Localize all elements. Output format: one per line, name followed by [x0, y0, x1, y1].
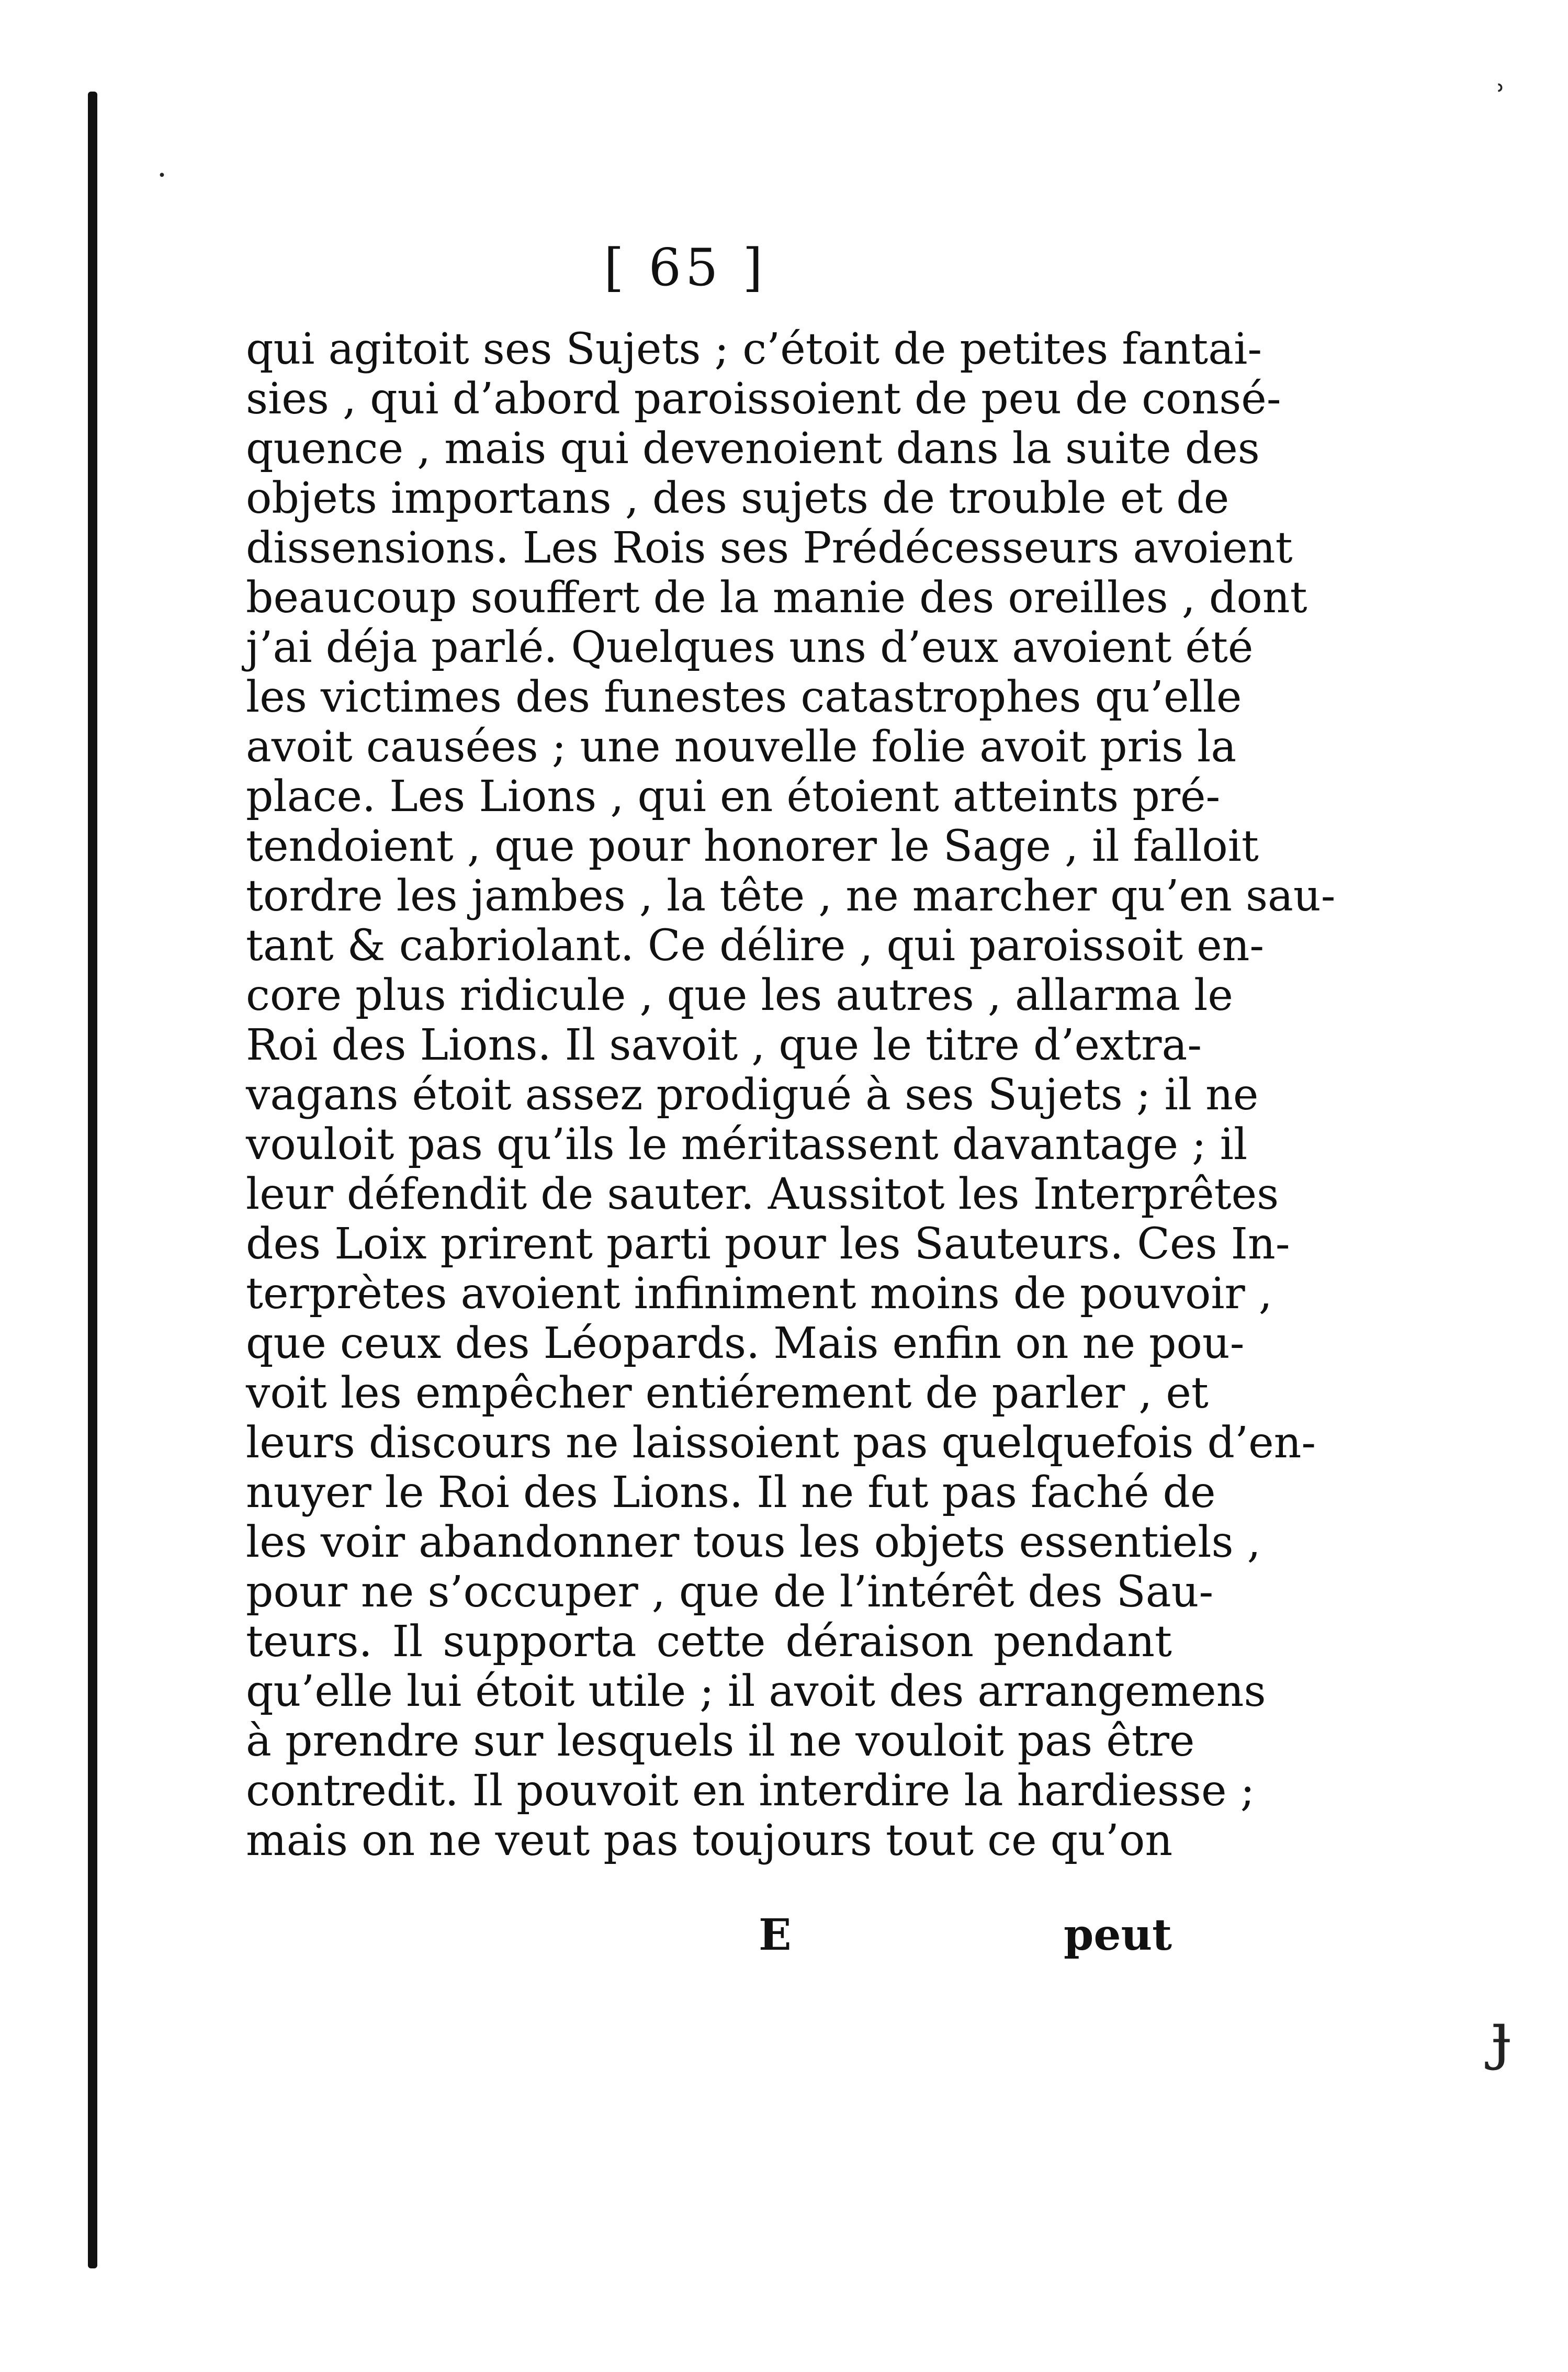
text-line: sies , qui d’abord paroissoient de peu de consé- [246, 374, 1281, 424]
catchword: peut [1063, 1910, 1172, 1960]
page-number: [ 65 ] [604, 238, 767, 298]
binding-edge-rule [88, 92, 97, 2268]
text-line: tendoient , que pour honorer le Sage , il falloit [246, 822, 1259, 871]
signature-mark: E [759, 1910, 792, 1960]
body-text [246, 324, 1336, 1865]
page-footer [246, 1910, 1172, 1968]
text-line: à prendre sur lesquels il ne vouloit pas être [246, 1716, 1195, 1766]
text-line: vouloit pas qu’ils le méritassent davantage ; il [246, 1120, 1248, 1170]
text-line: tant & cabriolant. Ce délire , qui paroissoit en- [246, 921, 1265, 971]
page-speck: ɟ [1491, 1999, 1511, 2072]
text-line: contredit. Il pouvoit en interdire la hardiesse ; [246, 1766, 1255, 1816]
text-line: j’ai déja parlé. Quelques uns d’eux avoient été [246, 623, 1254, 672]
text-line: mais on ne veut pas toujours tout ce qu’on [246, 1816, 1173, 1865]
text-line: core plus ridicule , que les autres , allarma le [246, 971, 1233, 1020]
text-line: les voir abandonner tous les objets essentiels , [246, 1517, 1261, 1567]
text-line: teurs. Il supporta cette déraison pendant [246, 1617, 1172, 1667]
text-line: qu’elle lui étoit utile ; il avoit des arrangemens [246, 1667, 1266, 1716]
text-line: beaucoup souffert de la manie des oreilles , dont [246, 573, 1307, 623]
text-line: les victimes des funestes catastrophes qu’elle [246, 672, 1242, 722]
text-line: tordre les jambes , la tête , ne marcher qu’en sau- [246, 871, 1336, 921]
text-line: leurs discours ne laissoient pas quelquefois d’en- [246, 1418, 1316, 1468]
text-line: qui agitoit ses Sujets ; c’étoit de petites fantai- [246, 324, 1262, 374]
text-line: dissensions. Les Rois ses Prédécesseurs avoient [246, 523, 1293, 573]
text-line: objets importans , des sujets de trouble et de [246, 474, 1229, 523]
text-line: vagans étoit assez prodigué à ses Sujets ; il ne [246, 1070, 1259, 1120]
page-speck: · [157, 157, 167, 194]
text-line: que ceux des Léopards. Mais enfin on ne pou- [246, 1319, 1245, 1368]
text-line: terprètes avoient infiniment moins de pouvoir , [246, 1269, 1272, 1319]
text-line: pour ne s’occuper , que de l’intérêt des Sau- [246, 1567, 1214, 1617]
text-line: place. Les Lions , qui en étoient atteints pré- [246, 772, 1221, 822]
text-line: avoit causées ; une nouvelle folie avoit pris la [246, 722, 1237, 772]
text-line: voit les empêcher entiérement de parler , et [246, 1368, 1209, 1418]
text-line: quence , mais qui devenoient dans la suite des [246, 424, 1260, 474]
page-speck: ʾ [1496, 78, 1506, 115]
text-line: nuyer le Roi des Lions. Il ne fut pas faché de [246, 1468, 1216, 1517]
text-line: Roi des Lions. Il savoit , que le titre d’extra- [246, 1020, 1202, 1070]
text-line: des Loix prirent parti pour les Sauteurs. Ces In- [246, 1219, 1290, 1269]
text-line: leur défendit de sauter. Aussitot les Interprêtes [246, 1170, 1279, 1219]
